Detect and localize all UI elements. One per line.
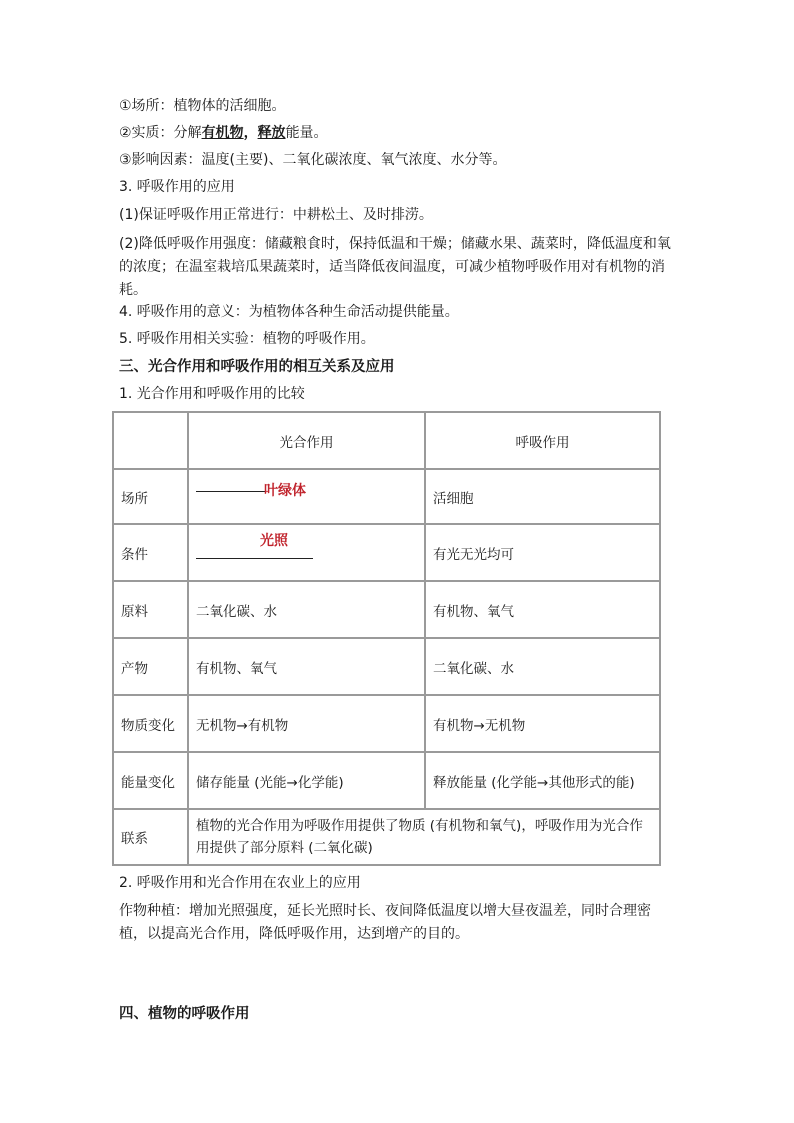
table-row: [113, 469, 660, 524]
paragraph-experiment: 5. 呼吸作用相关实验：植物的呼吸作用。: [119, 331, 375, 347]
paragraph-essence: [119, 123, 328, 143]
cell-resp-matter-change: 有机物→无机物: [425, 695, 660, 752]
keyword-organic-matter: 有机物: [201, 125, 244, 141]
table-header-row: [113, 412, 660, 469]
table-row: [113, 695, 660, 752]
paragraph-agriculture-title: 2. 呼吸作用和光合作用在农业上的应用: [119, 875, 361, 891]
cell-photo-matter-change: 无机物→有机物: [188, 695, 425, 752]
blank-underline: [196, 491, 266, 492]
answer-blank: [196, 482, 313, 508]
row-label-location: 场所: [113, 469, 188, 524]
cell-photo-raw-materials: 二氧化碳、水: [188, 581, 425, 638]
essence-prefix: ②实质：分解: [119, 125, 202, 141]
section-heading-applications: 3. 呼吸作用的应用: [119, 179, 235, 195]
row-label-relation: 联系: [113, 809, 188, 865]
keyword-release: 释放: [257, 125, 286, 141]
cell-resp-energy-change: 释放能量 (化学能→其他形式的能): [425, 752, 660, 809]
answer-chloroplast: 叶绿体: [264, 482, 306, 499]
cell-photo-products: 有机物、氧气: [188, 638, 425, 695]
answer-blank: [196, 532, 313, 564]
cell-resp-condition: 有光无光均可: [425, 524, 660, 581]
paragraph-ensure-respiration: (1)保证呼吸作用正常进行：中耕松土、及时排涝。: [119, 207, 433, 223]
table-row: [113, 809, 660, 865]
table-header-photosynthesis: 光合作用: [188, 412, 425, 469]
row-label-matter-change: 物质变化: [113, 695, 188, 752]
row-label-condition: 条件: [113, 524, 188, 581]
blank-underline: [196, 558, 313, 559]
comparison-table: [112, 411, 661, 866]
row-label-energy-change: 能量变化: [113, 752, 188, 809]
cell-resp-raw-materials: 有机物、氧气: [425, 581, 660, 638]
table-row: [113, 524, 660, 581]
cell-resp-location: 活细胞: [425, 469, 660, 524]
essence-comma: ，: [243, 125, 258, 141]
fill-blank-condition: [188, 524, 425, 581]
essence-suffix: 能量。: [285, 125, 328, 141]
cell-resp-products: 二氧化碳、水: [425, 638, 660, 695]
row-label-products: 产物: [113, 638, 188, 695]
paragraph-reduce-respiration: (2)降低呼吸作用强度：储藏粮食时，保持低温和干燥；储藏水果、蔬菜时，降低温度和氧的浓度；在温室栽培瓜果蔬菜时，适当降低夜间温度，可减少植物呼吸作用对有机物的消耗。: [119, 236, 671, 298]
section-heading-four: 四、植物的呼吸作用: [119, 1006, 250, 1022]
paragraph-comparison-title: 1. 光合作用和呼吸作用的比较: [119, 386, 305, 402]
row-label-raw-materials: 原料: [113, 581, 188, 638]
paragraph-location: ①场所：植物体的活细胞。: [119, 98, 286, 114]
paragraph-factors: ③影响因素：温度(主要)、二氧化碳浓度、氧气浓度、水分等。: [119, 152, 507, 168]
paragraph-significance: 4. 呼吸作用的意义：为植物体各种生命活动提供能量。: [119, 304, 459, 320]
table-header-empty: [113, 412, 188, 469]
table-row: [113, 581, 660, 638]
cell-relation-text: 植物的光合作用为呼吸作用提供了物质 (有机物和氧气)，呼吸作用为光合作用提供了部分原料 (二氧化碳): [188, 809, 660, 865]
section-heading-three: 三、光合作用和呼吸作用的相互关系及应用: [119, 359, 395, 375]
paragraph-crop-planting: 作物种植：增加光照强度，延长光照时长、夜间降低温度以增大昼夜温差，同时合理密植，以提高光合作用，降低呼吸作用，达到增产的目的。: [119, 903, 651, 942]
table-header-respiration: 呼吸作用: [425, 412, 660, 469]
answer-light: 光照: [260, 532, 288, 549]
fill-blank-location: [188, 469, 425, 524]
cell-photo-energy-change: 储存能量 (光能→化学能): [188, 752, 425, 809]
table-row: [113, 752, 660, 809]
table-row: [113, 638, 660, 695]
